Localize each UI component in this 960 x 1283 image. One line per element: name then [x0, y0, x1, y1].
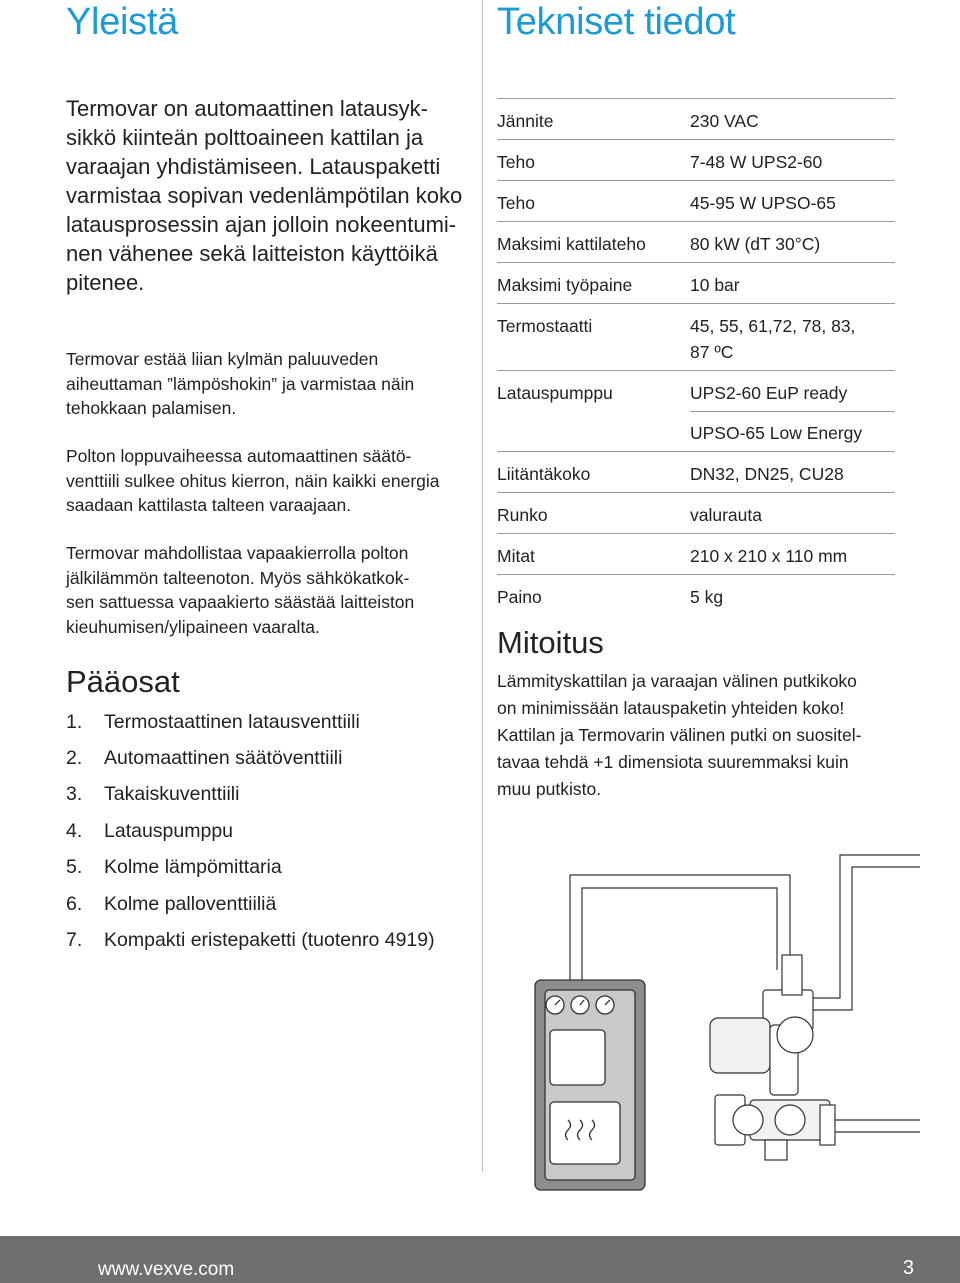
page-number: 3 [902, 1257, 914, 1279]
spec-row: Maksimi työpaine 10 bar [497, 262, 895, 303]
footer-bar [0, 1236, 960, 1283]
pipe-right-outer [800, 855, 920, 998]
paragraph-free-circulation: Termovar mahdollistaa vapaakierrolla polton jälkilämmön talteenoton. Myös sähkökatkok- sen sattuessa vapaakierto säästää laitteiston kieuhumisen/ylipaineen vaaralta. [66, 543, 415, 637]
spec-row: Paino 5 kg [497, 574, 895, 615]
heading-mitoitus: Mitoitus [497, 625, 604, 660]
pipe-bottom [830, 1120, 920, 1132]
list-item: 3. Takaiskuventtiili [66, 783, 240, 806]
spec-row: UPSO-65 Low Energy [497, 411, 895, 451]
spec-row: Latauspumppu UPS2-60 EuP ready [497, 370, 895, 411]
spec-row: Mitat 210 x 210 x 110 mm [497, 533, 895, 574]
pipe-right-inner [800, 867, 920, 1010]
boiler [535, 980, 645, 1190]
column-divider [482, 0, 483, 1172]
spec-row: Teho 7-48 W UPS2-60 [497, 139, 895, 180]
heading-paaosat: Pääosat [66, 664, 180, 699]
spec-row: Runko valurauta [497, 492, 895, 533]
list-item: 2. Automaattinen säätöventtiili [66, 747, 343, 770]
paragraph-thermal-shock: Termovar estää liian kylmän paluuveden aiheuttaman ”lämpöshokin” ja varmistaa näin tehokkaan palamisen. [66, 349, 415, 418]
spec-row: Teho 45-95 W UPSO-65 [497, 180, 895, 221]
list-item: 5. Kolme lämpömittaria [66, 856, 282, 879]
list-item: 4. Latauspumppu [66, 819, 234, 842]
spec-row: Jännite 230 VAC [497, 98, 895, 139]
parts-list [66, 704, 435, 959]
mitoitus-paragraph: Lämmityskattilan ja varaajan välinen putkikoko on minimissään latauspaketin yhteiden koko! Kattilan ja Termovarin välinen putki on suositel- tavaa tehdä +1 dimensiota suuremmaksi kuin muu putkisto. [497, 671, 862, 799]
spec-row: Liitäntäkoko DN32, DN25, CU28 [497, 451, 895, 492]
list-item: 7. Kompakti eristepaketti (tuotenro 4919) [66, 929, 435, 952]
list-item: 6. Kolme palloventtiiliä [66, 892, 277, 915]
intro-paragraph: Termovar on automaattinen latausyk- sikkö kiinteän polttoaineen kattilan ja varaajan yhdistämiseen. Latauspaketti varmistaa sopivan vedenlämpötilan koko latausprosessin ajan jolloin nokeentumi- nen vähenee sekä laitteiston käyttöikä pitenee. [66, 96, 463, 295]
spec-table [497, 98, 895, 615]
spec-row: Termostaatti 45, 55, 61,72, 78, 83, 87 ºC [497, 303, 895, 370]
paragraph-control-valve: Polton loppuvaiheessa automaattinen säätö- venttiili sulkee ohitus kierron, näin kaikki energia saadaan kattilasta talteen varaajaan. [66, 446, 440, 515]
footer-url[interactable]: www.vexve.com [98, 1259, 235, 1280]
list-item: 1. Termostaattinen latausventtiili [66, 710, 360, 733]
valve-assembly [710, 955, 835, 1160]
heading-yleista: Yleistä [66, 1, 178, 43]
installation-diagram [500, 820, 920, 1220]
spec-row: Maksimi kattilateho 80 kW (dT 30°C) [497, 221, 895, 262]
heading-tekniset-tiedot: Tekniset tiedot [497, 1, 736, 43]
